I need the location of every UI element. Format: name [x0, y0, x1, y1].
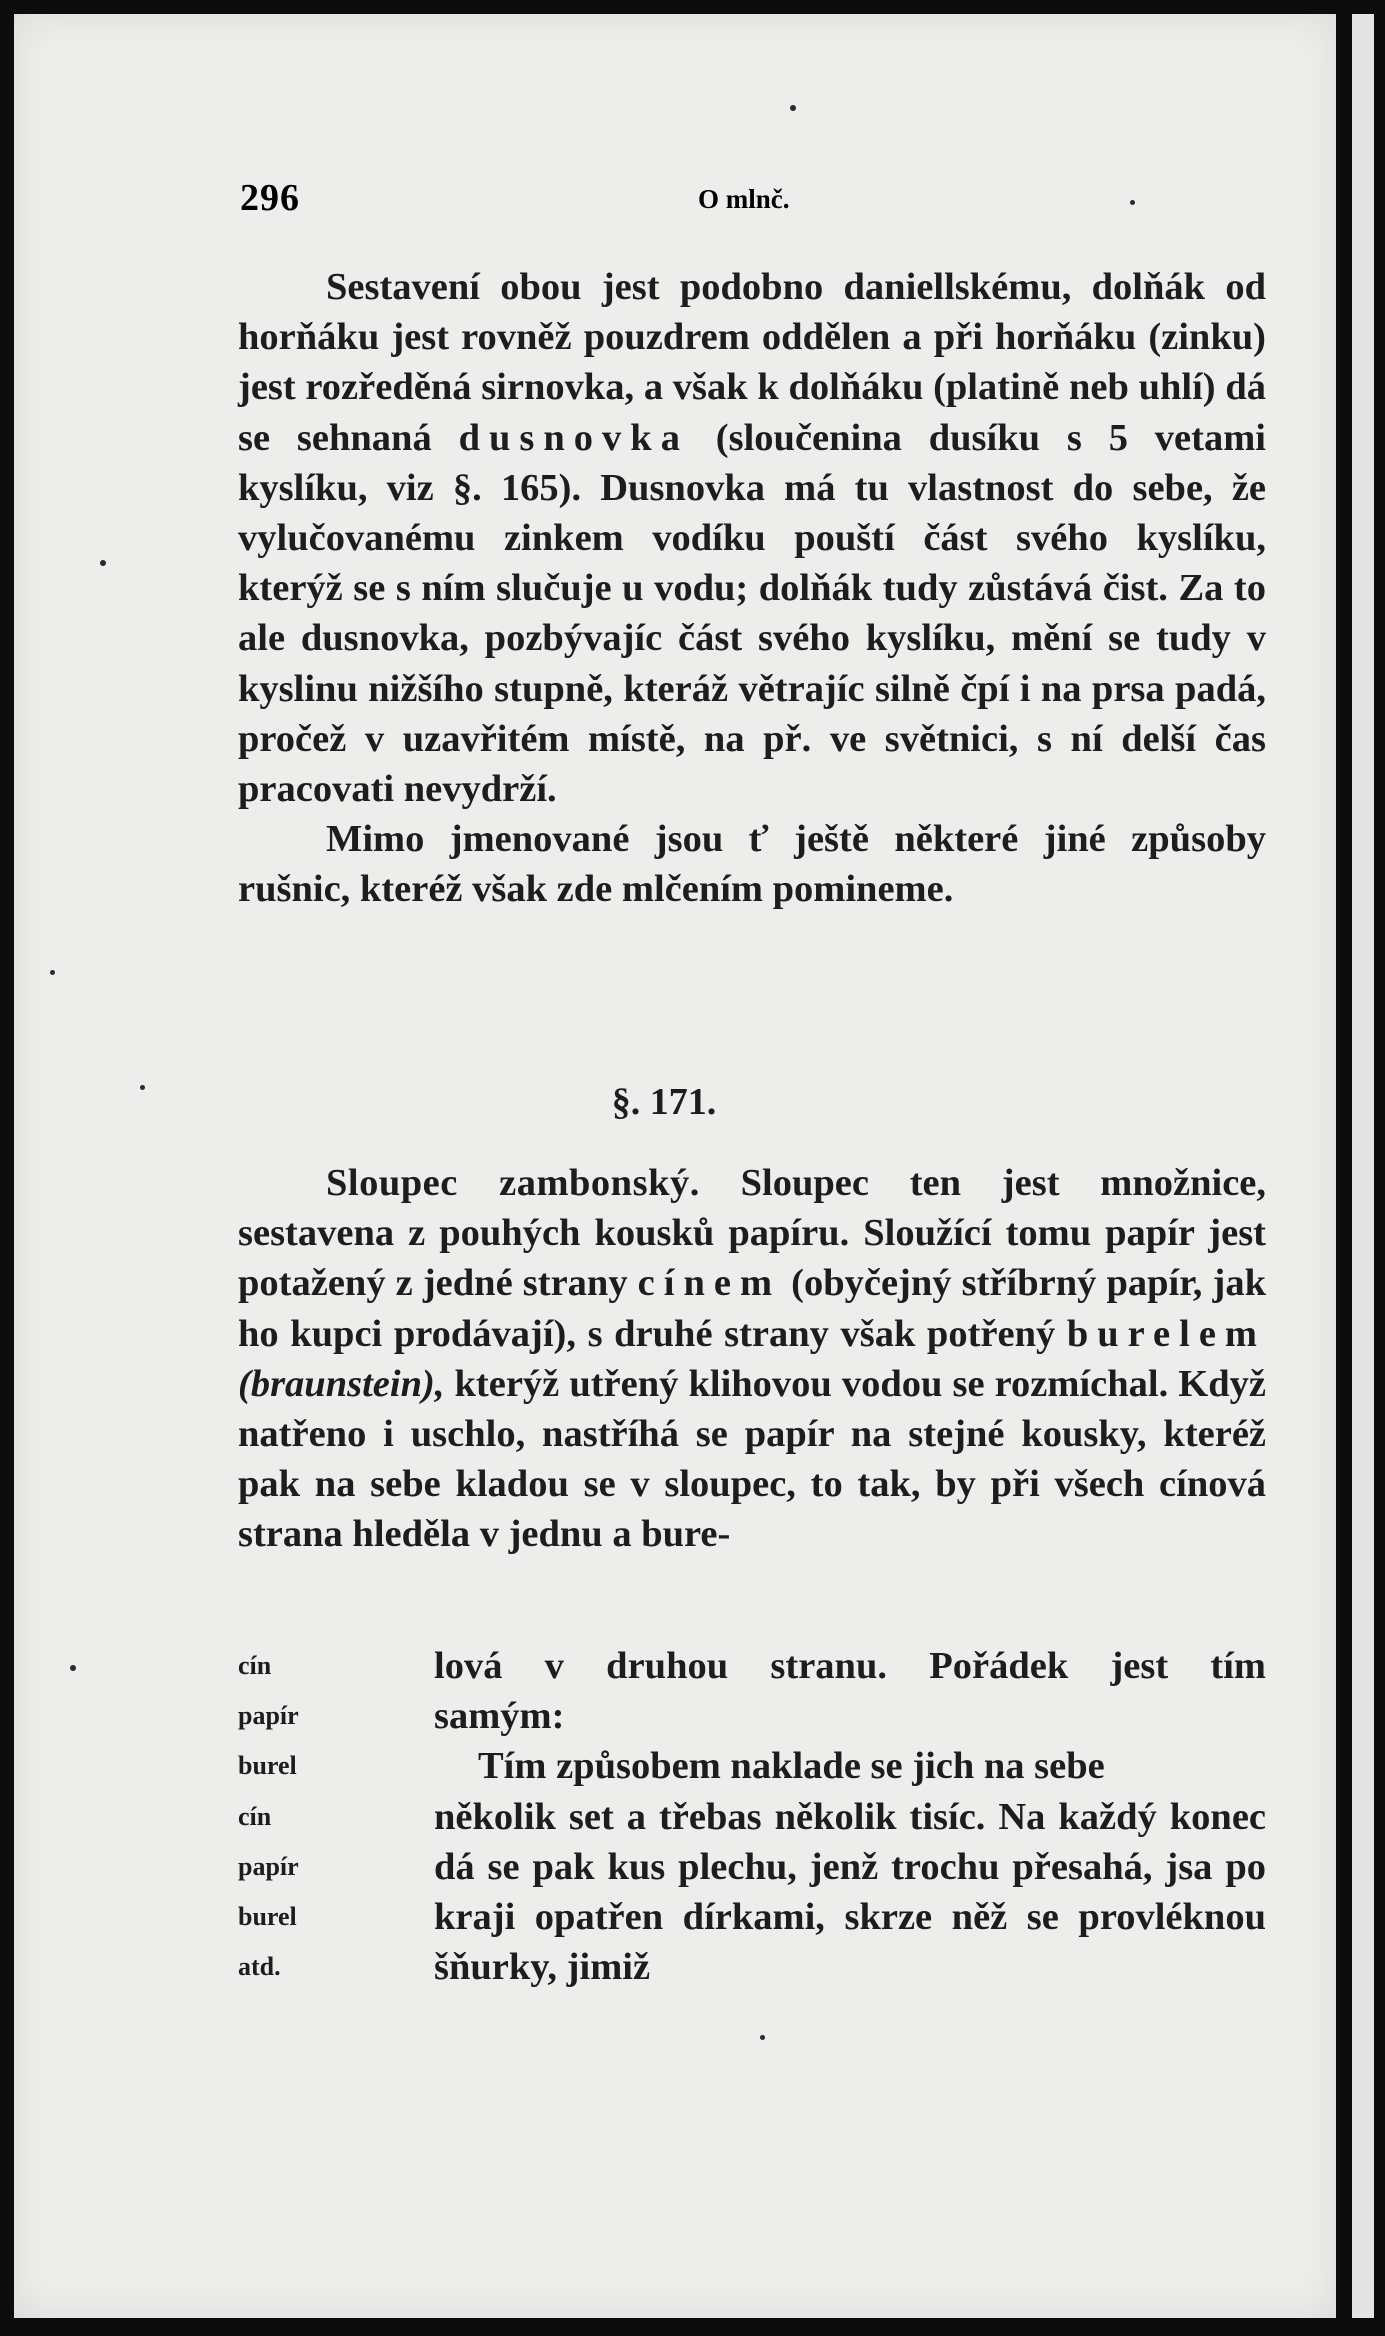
section-text-a: Sloupec ten jest množnice, sestavena z pouhých kousků papíru. Sloužící tomu papír jest potažený z jedné strany — [238, 1162, 1266, 1305]
column-layout — [238, 1641, 1266, 2001]
italic-note: (braunstein), — [238, 1362, 445, 1405]
print-speck — [70, 1665, 76, 1671]
print-speck — [100, 560, 106, 566]
print-speck — [760, 2035, 765, 2040]
print-speck — [50, 970, 55, 975]
legend-item: burel — [238, 1901, 297, 1931]
split-line: Tím způsobem naklade se jich na sebe — [478, 1745, 1105, 1788]
section-paragraph — [238, 1158, 1266, 1560]
term-dusnovka: dusnovka — [458, 416, 689, 459]
term-cinem: cínem — [637, 1262, 782, 1305]
legend-item: burel — [238, 1751, 297, 1781]
paragraph-1-part-a: Sestavení obou jest podobno daniellskému, dolňák od horňáku jest rovněž pouzdrem oddělen a při horňáku (zinku) jest rozředěná sirnovka, a však k dolňáku (platině neb uhlí) dá se sehnaná — [238, 266, 1266, 459]
page-header — [240, 176, 1150, 226]
legend-item: papír — [238, 1851, 299, 1881]
print-speck — [140, 1085, 145, 1090]
running-title: O mlnč. — [698, 184, 790, 214]
next-page-edge — [1352, 14, 1374, 2318]
legend-item: atd. — [238, 1952, 281, 1982]
paragraph-2: Mimo jmenované jsou ť ještě některé jiné způsoby rušnic, kteréž však zde mlčením pomineme. — [238, 818, 1266, 911]
print-speck — [790, 105, 796, 111]
layer-legend — [238, 1641, 348, 1992]
section-text — [238, 1158, 1266, 1560]
split-text — [434, 1641, 1266, 1992]
split-line: lová v druhou stranu. Pořádek jest tím — [434, 1645, 1266, 1687]
legend-item: cín — [238, 1801, 272, 1831]
section-title: Sloupec zambonský. — [326, 1162, 700, 1204]
section-number: §. 171. — [611, 1081, 717, 1123]
paragraph-1-part-b: (sloučenina dusíku s 5 vetami kyslíku, viz §. 165). Dusnovka má tu vlastnost do sebe, že vylučovanému zinkem vodíku pouští část svého kyslíku, kterýž se s ním slučuje u vodu; dolňák tudy zůstává čist. Za to ale dusnovka, pozbývajíc část svého kyslíku, mění se tudy v kyslinu nižšího stupně, kteráž větrajíc silně čpí i na prsa padá, pročež v uzavřitém místě, na př. ve světnici, s ní delší čas pracovati nevydrží. — [238, 416, 1266, 811]
section-text-b: (obyčejný stříbrný papír, jak ho kupci prodávají), s druhé strany však potřený — [238, 1262, 1266, 1355]
split-line: několik set a třebas několik tisíc. Na každý konec dá se pak kus plechu, jenž trochu přesahá, jsa po kraji opatřen dírkami, skrze něž se provléknou šňurky, jimiž — [434, 1795, 1266, 1989]
paragraph-1 — [238, 262, 1266, 814]
term-burelem: burelem — [1066, 1312, 1266, 1355]
legend-item: cín — [238, 1651, 272, 1680]
print-speck — [1130, 200, 1135, 205]
section-text-c: kterýž utřený klihovou vodou se rozmíchal. Když natřeno i uschlo, nastříhá se papír na stejné kousky, kteréž pak na sebe kladou se v sloupec, to tak, by při všech cínová strana hleděla v jednu a bure- — [238, 1362, 1266, 1556]
legend-item: papír — [238, 1701, 299, 1731]
body-text — [238, 262, 1266, 915]
split-line: samým: — [434, 1695, 565, 1738]
page-number: 296 — [240, 177, 300, 219]
